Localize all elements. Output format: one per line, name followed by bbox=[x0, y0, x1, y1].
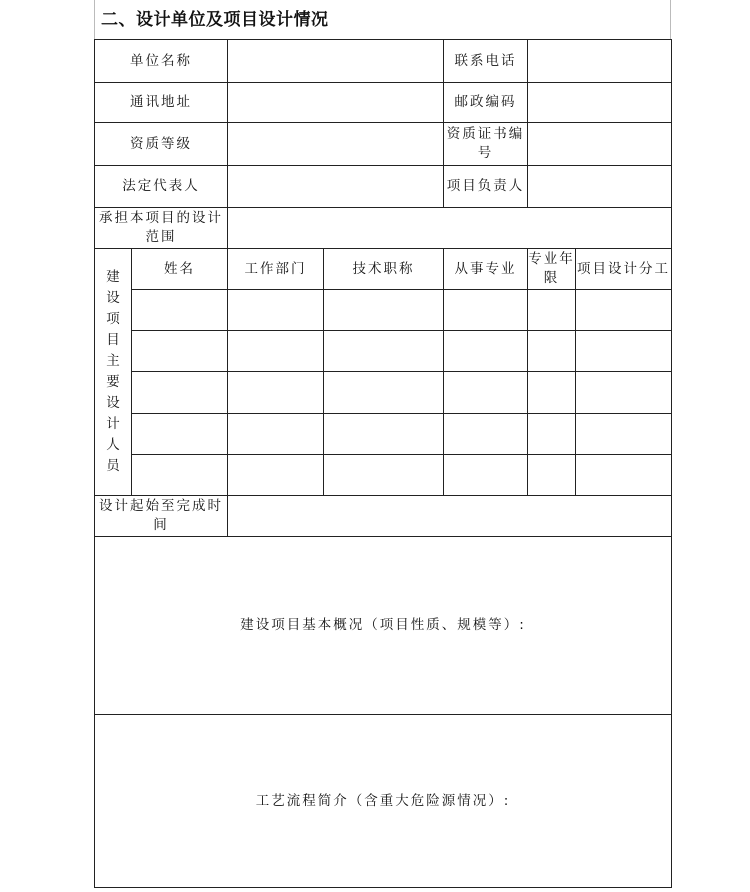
person-name-cell[interactable] bbox=[132, 331, 228, 372]
personnel-header-row bbox=[95, 249, 672, 290]
postcode-field[interactable] bbox=[528, 83, 672, 123]
person-years-cell[interactable] bbox=[528, 372, 576, 414]
col-header-name: 姓名 bbox=[132, 249, 228, 290]
person-department-cell[interactable] bbox=[228, 331, 324, 372]
row-process bbox=[95, 715, 672, 888]
person-department-cell[interactable] bbox=[228, 290, 324, 331]
overview-area[interactable] bbox=[95, 537, 672, 715]
person-title-cell[interactable] bbox=[324, 372, 444, 414]
person-title-cell[interactable] bbox=[324, 331, 444, 372]
person-years-cell[interactable] bbox=[528, 290, 576, 331]
phone-field[interactable] bbox=[528, 40, 672, 83]
person-title-cell[interactable] bbox=[324, 414, 444, 455]
page-edge-right bbox=[670, 0, 671, 40]
design-info-table bbox=[94, 39, 672, 888]
qualification-label: 资质等级 bbox=[95, 123, 228, 166]
project-lead-label: 项目负责人 bbox=[444, 166, 528, 208]
row-scope bbox=[95, 208, 672, 249]
personnel-row bbox=[95, 331, 672, 372]
project-lead-field[interactable] bbox=[528, 166, 672, 208]
person-title-cell[interactable] bbox=[324, 455, 444, 496]
section-heading: 二、设计单位及项目设计情况 bbox=[101, 10, 329, 30]
col-header-years: 专业年限 bbox=[528, 249, 576, 290]
address-label: 通讯地址 bbox=[95, 83, 228, 123]
address-field[interactable] bbox=[228, 83, 444, 123]
person-specialty-cell[interactable] bbox=[444, 290, 528, 331]
person-years-cell[interactable] bbox=[528, 331, 576, 372]
personnel-side-label bbox=[95, 249, 132, 496]
row-overview bbox=[95, 537, 672, 715]
personnel-side-text: 建设项目主要设计人员 bbox=[106, 269, 120, 474]
person-years-cell[interactable] bbox=[528, 414, 576, 455]
cert-no-label: 资质证书编号 bbox=[444, 123, 528, 166]
legal-rep-label: 法定代表人 bbox=[95, 166, 228, 208]
design-period-label: 设计起始至完成时间 bbox=[95, 496, 228, 537]
page-edge-left bbox=[94, 0, 95, 40]
overview-label: 建设项目基本概况（项目性质、规模等）: bbox=[240, 617, 526, 633]
personnel-row bbox=[95, 455, 672, 496]
person-specialty-cell[interactable] bbox=[444, 372, 528, 414]
person-years-cell[interactable] bbox=[528, 455, 576, 496]
unit-name-label: 单位名称 bbox=[95, 40, 228, 83]
scope-field[interactable] bbox=[228, 208, 672, 249]
scope-label: 承担本项目的设计范围 bbox=[95, 208, 228, 249]
row-unit-name bbox=[95, 40, 672, 83]
legal-rep-field[interactable] bbox=[228, 166, 444, 208]
personnel-row bbox=[95, 414, 672, 455]
unit-name-field[interactable] bbox=[228, 40, 444, 83]
col-header-division: 项目设计分工 bbox=[576, 249, 672, 290]
person-name-cell[interactable] bbox=[132, 455, 228, 496]
col-header-specialty: 从事专业 bbox=[444, 249, 528, 290]
person-specialty-cell[interactable] bbox=[444, 331, 528, 372]
person-department-cell[interactable] bbox=[228, 372, 324, 414]
row-legal-rep bbox=[95, 166, 672, 208]
process-area[interactable] bbox=[95, 715, 672, 888]
person-title-cell[interactable] bbox=[324, 290, 444, 331]
cert-no-field[interactable] bbox=[528, 123, 672, 166]
person-name-cell[interactable] bbox=[132, 414, 228, 455]
postcode-label: 邮政编码 bbox=[444, 83, 528, 123]
personnel-row bbox=[95, 290, 672, 331]
qualification-field[interactable] bbox=[228, 123, 444, 166]
col-header-title: 技术职称 bbox=[324, 249, 444, 290]
design-period-field[interactable] bbox=[228, 496, 672, 537]
person-division-cell[interactable] bbox=[576, 331, 672, 372]
person-department-cell[interactable] bbox=[228, 414, 324, 455]
row-design-period bbox=[95, 496, 672, 537]
row-qualification bbox=[95, 123, 672, 166]
person-division-cell[interactable] bbox=[576, 414, 672, 455]
col-header-department: 工作部门 bbox=[228, 249, 324, 290]
row-address bbox=[95, 83, 672, 123]
person-division-cell[interactable] bbox=[576, 290, 672, 331]
person-name-cell[interactable] bbox=[132, 290, 228, 331]
process-label: 工艺流程简介（含重大危险源情况）: bbox=[255, 792, 511, 809]
person-division-cell[interactable] bbox=[576, 372, 672, 414]
person-specialty-cell[interactable] bbox=[444, 414, 528, 455]
person-division-cell[interactable] bbox=[576, 455, 672, 496]
person-name-cell[interactable] bbox=[132, 372, 228, 414]
phone-label: 联系电话 bbox=[444, 40, 528, 83]
personnel-row bbox=[95, 372, 672, 414]
person-department-cell[interactable] bbox=[228, 455, 324, 496]
person-specialty-cell[interactable] bbox=[444, 455, 528, 496]
